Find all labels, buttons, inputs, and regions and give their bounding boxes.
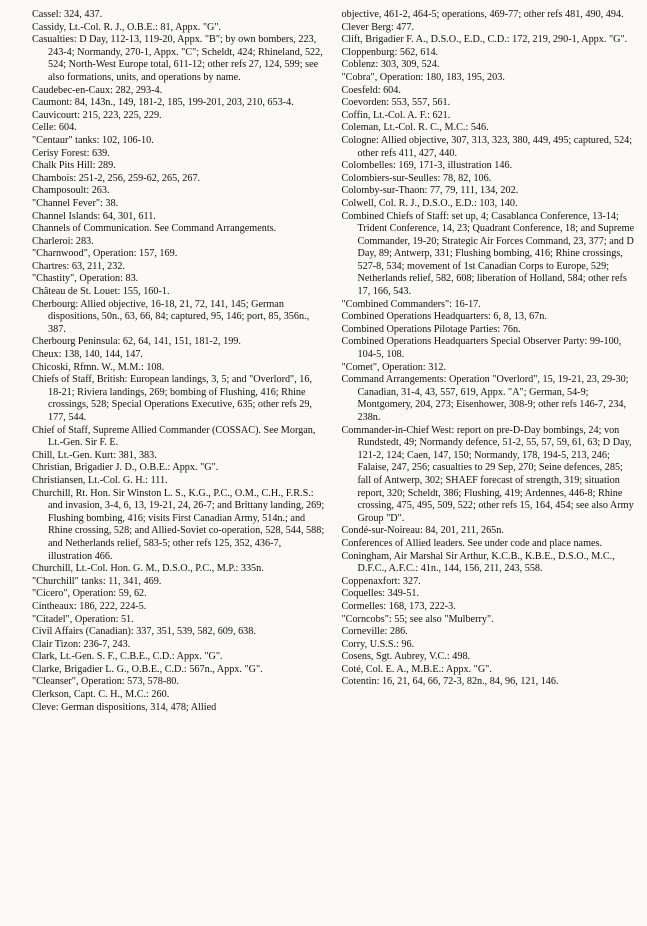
index-entry: Caumont: 84, 143n., 149, 181-2, 185, 199-201, 203, 210, 653-4.: [32, 97, 294, 109]
index-column-right: [342, 9, 638, 714]
index-entry: Combined Operations Pilotage Parties: 76n.: [341, 323, 521, 335]
index-entry: Chiefs of Staff, British: European landings, 3, 5; and "Overlord", 16, 18-21; Riviera landings, 269; bombing of Flushing, 416; Rhine crossings, 528; Special Operations Executive, 635; other refs 29, 177, 544.: [32, 374, 313, 423]
index-entry: Cologne: Allied objective, 307, 313, 323, 380, 449, 495; captured, 524; other refs 411, 427, 440.: [341, 134, 633, 159]
index-entry: Clarke, Brigadier L. G., O.B.E., C.D.: 567n., Appx. "G".: [32, 663, 263, 675]
index-entry: "Combined Commanders": 16-17.: [341, 298, 481, 310]
index-entry: Clift, Brigadier F. A., D.S.O., E.D., C.D.: 172, 219, 290-1, Appx. "G".: [341, 34, 628, 46]
index-entry: Conferences of Allied leaders. See under code and place names.: [341, 537, 603, 549]
index-entry: Cloppenburg: 562, 614.: [341, 46, 439, 58]
index-entry: Cerisy Forest: 639.: [32, 147, 110, 159]
index-entry: Cherbourg: Allied objective, 16-18, 21, 72, 141, 145; German dispositions, 50n., 63, 66, 84; captured, 95, 146; port, 85, 356n., 387.: [32, 298, 310, 335]
index-entry: Chalk Pits Hill: 289.: [32, 160, 116, 172]
index-entry: Combined Chiefs of Staff: set up, 4; Casablanca Conference, 13-14; Trident Conference, 14, 23; Quadrant Conference, 18; and Supreme Commander, 19-20; Strategic Air Forces Command, 23, 377; and D Day, 89; Antwerp, 331; Flushing bombing, 416; Rhine crossings, 527-8, 534; movement of 1st Canadian Corps to Europe, 529; Netherlands relief, 582, 608; liberation of Holland, 584; other refs 17, 166, 543.: [341, 210, 635, 298]
index-entry: Coningham, Air Marshal Sir Arthur, K.C.B., K.B.E., D.S.O., M.C., D.F.C., A.F.C.: 41n., 144, 156, 211, 243, 558.: [341, 550, 615, 575]
index-entry: Colwell, Col. R. J., D.S.O., E.D.: 103, 140.: [341, 197, 518, 209]
index-columns: [32, 9, 637, 714]
index-entry: Commander-in-Chief West: report on pre-D-Day bombings, 24; von Rundstedt, 49; Normandy defence, 51-2, 55, 57, 59, 61, 63; D Day, 121-2, 124; Caen, 147, 150; Normandy, 178, 194-5, 213, 246; Falaise, 247, 256; casualties to 29 Sep, 270; Seine defences, 285; fall of Antwerp, 302; SHAEF forecast of strength, 319; situation report, 320; Scheldt, 386; Flushing, 419; Ardennes, 446-8; Rhine crossing, 475, 495, 509, 522; other refs 15, 164, 454; see also Army Group "D".: [341, 424, 634, 524]
index-entry: Coté, Col. E. A., M.B.E.: Appx. "G".: [341, 663, 492, 675]
index-entry: Coffin, Lt.-Col. A. F.: 621.: [341, 109, 451, 121]
index-column-left: [32, 9, 328, 714]
index-entry: "Channel Fever": 38.: [32, 197, 119, 209]
index-entry: Cleve: German dispositions, 314, 478; Allied: [32, 701, 217, 713]
index-entry: Charleroi: 283.: [32, 235, 94, 247]
index-entry: Coppenaxfort: 327.: [341, 575, 421, 587]
index-entry: Coevorden: 553, 557, 561.: [341, 97, 451, 109]
index-entry: Clever Berg: 477.: [341, 21, 415, 33]
index-entry: Chartres: 63, 211, 232.: [32, 260, 125, 272]
index-entry: Coquelles: 349-51.: [341, 588, 420, 600]
index-entry: Colombelles: 169, 171-3, illustration 146.: [341, 160, 513, 172]
index-entry: "Churchill" tanks: 11, 341, 469.: [32, 575, 162, 587]
index-entry: Champosoult: 263.: [32, 185, 110, 197]
index-entry: Channels of Communication. See Command Arrangements.: [32, 223, 277, 235]
index-entry: Corneville: 286.: [341, 626, 408, 638]
index-entry: Caudebec-en-Caux: 282, 293-4.: [32, 84, 163, 96]
index-entry: Combined Operations Headquarters: 6, 8, 13, 67n.: [341, 311, 547, 323]
index-entry: Chambois: 251-2, 256, 259-62, 265, 267.: [32, 172, 201, 184]
index-entry: Clair Tizon: 236-7, 243.: [32, 638, 131, 650]
index-entry: Chief of Staff, Supreme Allied Commander (COSSAC). See Morgan, Lt.-Gen. Sir F. E.: [32, 424, 316, 449]
index-entry: Colombiers-sur-Seulles: 78, 82, 106.: [341, 172, 492, 184]
index-entry: Chicoski, Rfmn. W., M.M.: 108.: [32, 361, 165, 373]
index-entry: Cherbourg Peninsula: 62, 64, 141, 151, 181-2, 199.: [32, 336, 241, 348]
index-entry: "Cobra", Operation: 180, 183, 195, 203.: [341, 71, 505, 83]
index-entry: Coesfeld: 604.: [341, 84, 401, 96]
index-entry: "Corncobs": 55; see also "Mulberry".: [341, 613, 494, 625]
index-entry: Churchill, Rt. Hon. Sir Winston L. S., K.G., P.C., O.M., C.H., F.R.S.: and invasion, 3-4, 6, 13, 19-21, 24, 26-7; and Brittany landing, 269; Flushing bombing, 416; visits First Canadian Army, 514n.; and Rhine crossing, 528; and Allied-Soviet co-operation, 528, 544, 588; and Netherlands relief, 583-5; other refs 125, 352, 436-7, illustration 466.: [32, 487, 325, 562]
index-entry: Condé-sur-Noireau: 84, 201, 211, 265n.: [341, 525, 504, 537]
index-entry: Coblenz: 303, 309, 524.: [341, 59, 440, 71]
index-entry: "Charnwood", Operation: 157, 169.: [32, 248, 178, 260]
index-entry: Cassel: 324, 437.: [32, 9, 103, 20]
index-entry: Corry, U.S.S.: 96.: [341, 638, 415, 650]
index-entry: "Centaur" tanks: 102, 106-10.: [32, 134, 154, 146]
index-entry: Command Arrangements: Operation "Overlord", 15, 19-21, 23, 29-30; Canadian, 31-4, 43, 557, 619, Appx. "A"; German, 54-9; Montgomery, 204, 273; Eisenhower, 308-9; other refs 146-7, 234, 238n.: [341, 374, 629, 423]
index-entry: Channel Islands: 64, 301, 611.: [32, 210, 156, 222]
index-entry: "Cicero", Operation: 59, 62.: [32, 588, 147, 600]
index-entry: Chill, Lt.-Gen. Kurt: 381, 383.: [32, 449, 157, 461]
index-entry: Cintheaux: 186, 222, 224-5.: [32, 600, 147, 612]
index-entry: Cassidy, Lt.-Col. R. J., O.B.E.: 81, Appx. "G".: [32, 21, 222, 33]
index-entry: Churchill, Lt.-Col. Hon. G. M., D.S.O., P.C., M.P.: 335n.: [32, 563, 264, 575]
index-entry: "Citadel", Operation: 51.: [32, 613, 134, 625]
index-entry: Cormelles: 168, 173, 222-3.: [341, 600, 456, 612]
index-entry: Celle: 604.: [32, 122, 77, 134]
index-entry: Cotentin: 16, 21, 64, 66, 72-3, 82n., 84, 96, 121, 146.: [341, 676, 559, 688]
index-entry: Clerkson, Capt. C. H., M.C.: 260.: [32, 689, 170, 701]
index-entry: Christiansen, Lt.-Col. G. H.: 111.: [32, 474, 168, 486]
index-entry: "Cleanser", Operation: 573, 578-80.: [32, 676, 179, 688]
index-entry: Château de St. Louet: 155, 160-1.: [32, 286, 170, 298]
index-entry: objective, 461-2, 464-5; operations, 469-77; other refs 481, 490, 494.: [341, 9, 624, 20]
index-entry: Coleman, Lt.-Col. R. C., M.C.: 546.: [341, 122, 489, 134]
index-entry: Combined Operations Headquarters Special Observer Party: 99-100, 104-5, 108.: [341, 336, 622, 361]
index-entry: "Chastity", Operation: 83.: [32, 273, 139, 285]
index-entry: Cosens, Sgt. Aubrey, V.C.: 498.: [341, 651, 471, 663]
index-entry: Casualties: D Day, 112-13, 119-20, Appx. "B"; by own bombers, 223, 243-4; Normandy, 270-1, Appx. "C"; Scheldt, 424; Rhineland, 522, 524; North-West Europe total, 611-12; other refs 27, 124, 599; see also formations, units, and operations by name.: [32, 34, 323, 83]
index-entry: Clark, Lt.-Gen. S. F., C.B.E., C.D.: Appx. "G".: [32, 651, 223, 663]
index-entry: Cheux: 138, 140, 144, 147.: [32, 349, 143, 361]
index-entry: "Comet", Operation: 312.: [341, 361, 447, 373]
index-entry: Civil Affairs (Canadian): 337, 351, 539, 582, 609, 638.: [32, 626, 256, 638]
index-entry: Colomby-sur-Thaon: 77, 79, 111, 134, 202.: [341, 185, 519, 197]
index-entry: Christian, Brigadier J. D., O.B.E.: Appx. "G".: [32, 462, 219, 474]
index-entry: Cauvicourt: 215, 223, 225, 229.: [32, 109, 162, 121]
